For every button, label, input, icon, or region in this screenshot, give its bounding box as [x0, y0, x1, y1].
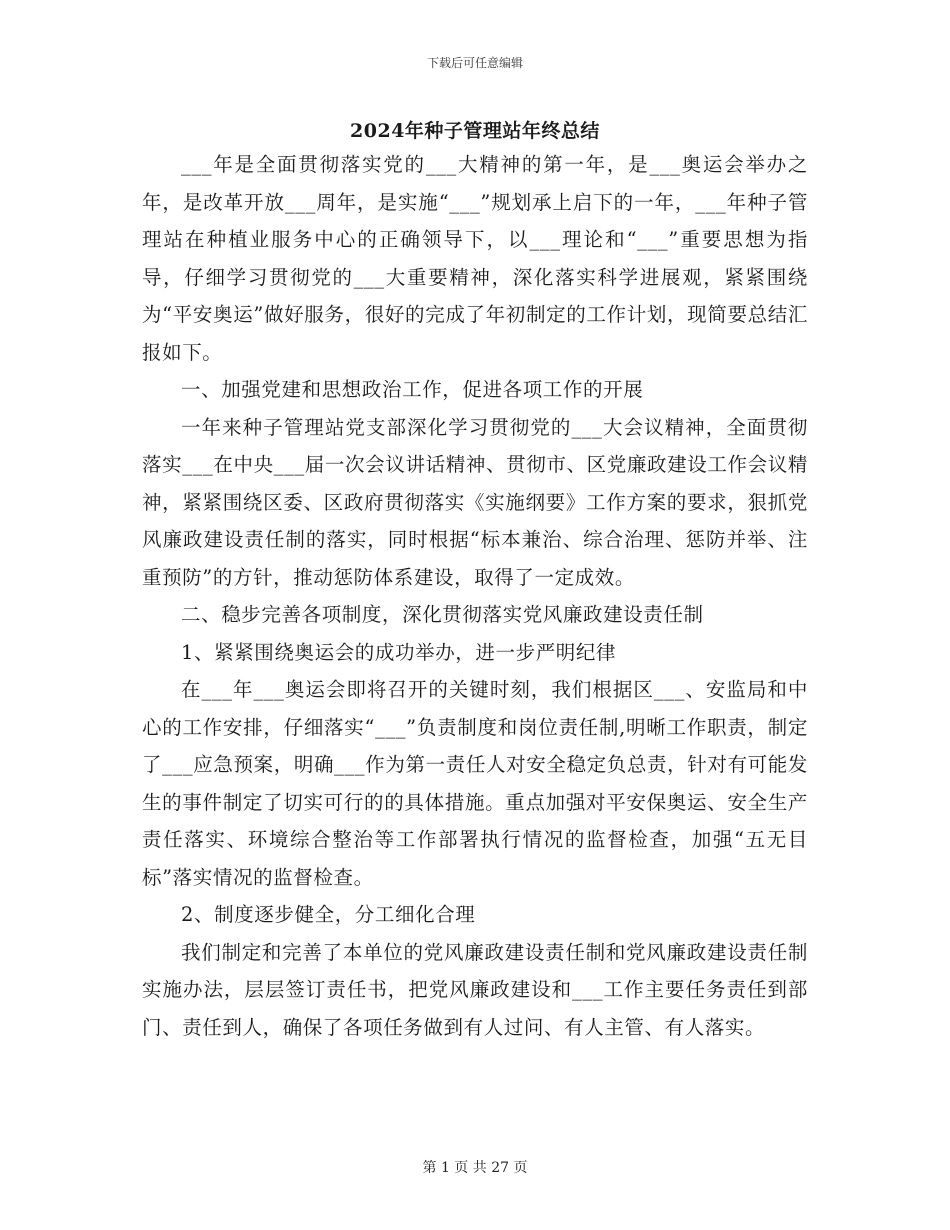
subsection-1-paragraph: 在___年___奥运会即将召开的关键时刻，我们根据区___、安监局和中心的工作安排，仔细落实“___”负责制度和岗位责任制,明晰工作职责，制定了___应急预案，明确___作为第一责任人对安全稳定负总责，针对有可能发生的事件制定了切实可行的的具体措施。重点加强对平安保奥运、安全生产责任落实、环境综合整治等工作部署执行情况的监督检查，加强“五无目标”落实情况的监督检查。 [142, 678, 808, 889]
page-header-note: 下载后可任意编辑 [426, 56, 523, 70]
subsection-heading-1: 1、紧紧围绕奥运会的成功举办，进一步严明纪律 [181, 640, 617, 664]
section-1-paragraph: 一年来种子管理站党支部深化学习贯彻党的___大会议精神，全面贯彻落实___在中央___届一次会议讲话精神、贯彻市、区党廉政建设工作会议精神，紧紧围绕区委、区政府贯彻落实《实施纲要》工作方案的要求，狠抓党风廉政建设责任制的落实，同时根据“标本兼治、综合治理、惩防并举、注重预防”的方针，推动惩防体系建设，取得了一定成效。 [142, 415, 808, 589]
document-title: 2024年种子管理站年终总结 [350, 120, 600, 142]
section-heading-1: 一、加强党建和思想政治工作，促进各项工作的开展 [181, 378, 644, 401]
document-body [142, 146, 808, 1046]
subsection-heading-2: 2、制度逐步健全，分工细化合理 [181, 903, 476, 926]
page-number: 第 1 页 共 27 页 [422, 1160, 528, 1176]
intro-paragraph: ___年是全面贯彻落实党的___大精神的第一年，是___奥运会举办之年，是改革开放___周年，是实施“___”规划承上启下的一年，___年种子管理站在种植业服务中心的正确领导下，以___理论和“___”重要思想为指导，仔细学习贯彻党的___大重要精神，深化落实科学进展观，紧紧围绕为“平安奥运”做好服务，很好的完成了年初制定的工作计划，现简要总结汇报如下。 [142, 153, 808, 364]
section-heading-2: 二、稳步完善各项制度，深化贯彻落实党风廉政建设责任制 [181, 603, 704, 626]
subsection-2-paragraph: 我们制定和完善了本单位的党风廉政建设责任制和党风廉政建设责任制实施办法，层层签订责任书，把党风廉政建设和___工作主要任务责任到部门、责任到人，确保了各项任务做到有人过问、有人主管、有人落实。 [142, 940, 808, 1039]
